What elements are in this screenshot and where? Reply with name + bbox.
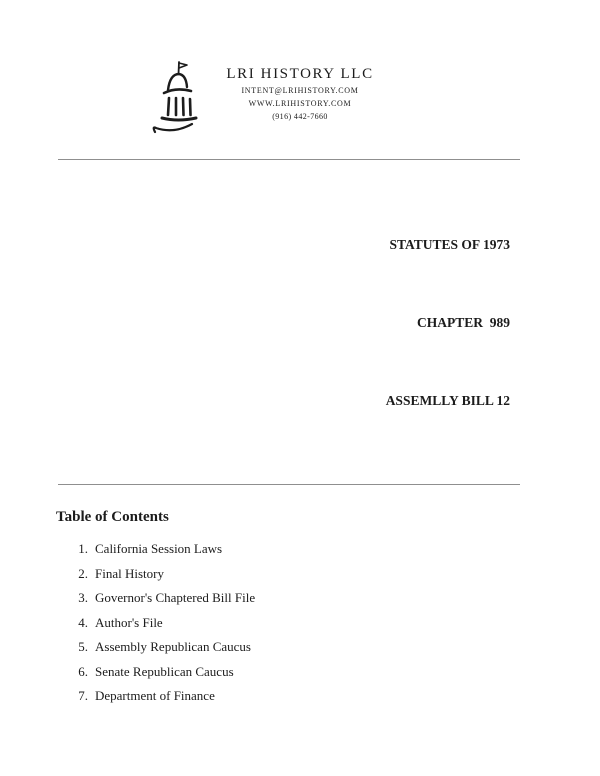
statutes-line: STATUTES OF 1973 — [389, 237, 510, 252]
toc-item-number: 6. — [78, 663, 88, 679]
toc-item-number: 3. — [78, 590, 88, 605]
toc-item-number: 4. — [78, 614, 88, 630]
toc-item — [70, 590, 600, 615]
toc-item-label: Senate Republican Caucus — [95, 663, 234, 679]
toc-item — [70, 566, 600, 591]
divider-top — [58, 159, 520, 160]
toc-item-number: 1. — [78, 541, 88, 556]
assembly-bill-line: ASSEMLLY BILL 12 — [385, 393, 510, 408]
toc-item-number: 7. — [78, 688, 88, 703]
toc-item-label: Assembly Republican Caucus — [95, 639, 251, 654]
toc-title: Table of Contents — [56, 509, 169, 525]
toc-list — [70, 541, 600, 713]
company-phone: (916) 442-7660 — [272, 112, 328, 121]
toc-item-number: 5. — [78, 639, 88, 654]
toc-item-number: 2. — [78, 565, 88, 581]
toc-item-label: Department of Finance — [95, 688, 215, 703]
company-email: INTENT@LRIHISTORY.COM — [241, 86, 359, 95]
toc-item — [70, 639, 600, 664]
company-website: WWW.LRIHISTORY.COM — [248, 99, 352, 108]
letterhead — [0, 0, 600, 123]
statute-reference — [0, 180, 510, 466]
toc-item — [70, 664, 600, 689]
toc-item — [70, 541, 600, 566]
toc-item-label: Governor's Chaptered Bill File — [95, 590, 256, 605]
toc-item — [70, 615, 600, 640]
company-name: LRI HISTORY LLC — [226, 66, 374, 82]
chapter-line: CHAPTER 989 — [416, 315, 510, 330]
toc-item-label: California Session Laws — [95, 541, 223, 556]
toc-item-label: Final History — [95, 565, 164, 581]
toc-item — [70, 688, 600, 713]
divider-bottom — [58, 484, 520, 485]
toc-item-label: Author's File — [95, 614, 163, 630]
capitol-building-logo-icon — [146, 60, 208, 142]
